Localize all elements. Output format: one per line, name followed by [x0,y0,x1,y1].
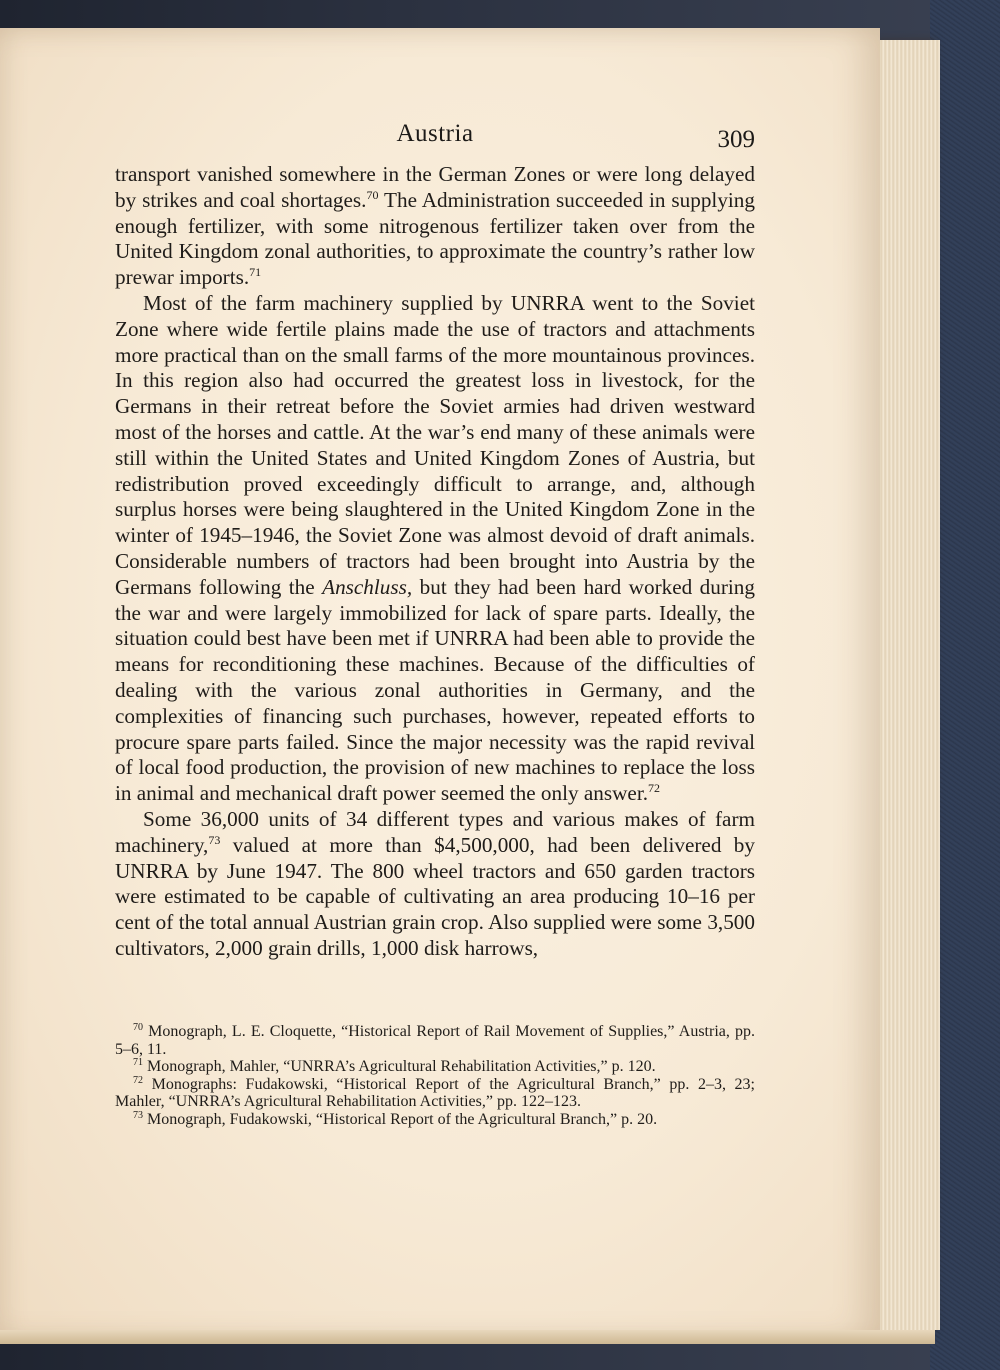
footnote [115,1111,755,1129]
paragraph-text: Some 36,000 units of 34 different types and various makes of farm machinery, [115,806,755,857]
page-edges [878,40,940,1330]
running-title: Austria [396,120,474,147]
paragraph [115,291,755,807]
body-text [115,162,755,962]
paragraph [115,807,755,962]
paragraph-text: transport vanished somewhere in the German Zones or were long delayed by strikes and coal shortages. [115,162,755,212]
footnote [115,1058,755,1076]
footnote-text: Monographs: Fudakowski, “Historical Report of the Agricultural Branch,” pp. 2–3, 23; Mahler, “UNRRA’s Agricultural Rehabilitation Activities,” pp. 122–123. [115,1075,755,1110]
paragraph-text: Most of the farm machinery supplied by UNRRA went to the Soviet Zone where wide fertile plains made the use of tractors and attachments more practical than on the small farms of the more mountainous provinces. In this region also had occurred the greatest loss in livestock, for the Germans in their retreat before the Soviet armies had driven westward most of the horses and cattle. At the war’s end many of these animals were still within the United States and United Kingdom Zones of Austria, but redistribution proved exceedingly difficult to arrange, and, although surplus horses were being slaughtered in the United Kingdom Zone in the winter of 1945–1946, the Soviet Zone was almost devoid of draft animals. Considerable numbers of tractors had been brought into Austria by the Germans following the [115,290,755,599]
paragraph-text: valued at more than $4,500,000, had been delivered by UNRRA by June 1947. The 800 wheel tractors and 650 garden tractors were estimated to be capable of cultivating an area producing 10–16 per cent of the total annual Austrian grain crop. Also supplied were some 3,500 cultivators, 2,000 grain drills, 1,000 disk harrows, [115,832,755,960]
page-number: 309 [717,126,755,153]
book-cover [930,0,1000,1370]
italic-term: Anschluss, [322,574,413,599]
footnote-number: 71 [133,1057,143,1068]
paragraph-text: but they had been hard worked during the war and were largely immobilized for lack of spare parts. Ideally, the situation could best have been met if UNRRA had been able to provide the means for reconditioning these machines. Because of the difficulties of dealing with the various zonal authorities in Germany, and the complexities of financing such purchases, however, repeated efforts to procure spare parts failed. Since the major necessity was the rapid revival of local food production, the provision of new machines to replace the loss in animal and mechanical draft power seemed the only answer. [115,574,755,806]
footnote-text: Monograph, Fudakowski, “Historical Report of the Agricultural Branch,” p. 20. [143,1110,658,1128]
page-bottom-edge [0,1330,935,1344]
footnote-reference: 71 [249,265,262,280]
footnote-reference: 72 [648,781,661,796]
paragraph-text: The Administration succeeded in supplying enough fertilizer, with some nitrogenous fertilizer taken over from the United Kingdom zonal authorities, to approximate the country’s rather low prewar imports. [115,187,755,290]
footnote-reference: 70 [366,187,379,202]
footnote-number: 73 [133,1109,143,1121]
footnote [115,1023,755,1058]
paragraph [115,162,755,291]
running-head [115,120,755,160]
footnote-reference: 73 [208,832,221,847]
footnote-number: 72 [133,1074,143,1086]
footnote-text: Monograph, Mahler, “UNRRA’s Agricultural Rehabilitation Activities,” p. 120. [143,1058,656,1075]
footnotes [115,1023,755,1128]
footnote [115,1076,755,1111]
footnote-number: 70 [133,1022,143,1033]
footnote-text: Monograph, L. E. Cloquette, “Historical Report of Rail Movement of Supplies,” Austria, pp. 5–6, 11. [115,1023,755,1058]
